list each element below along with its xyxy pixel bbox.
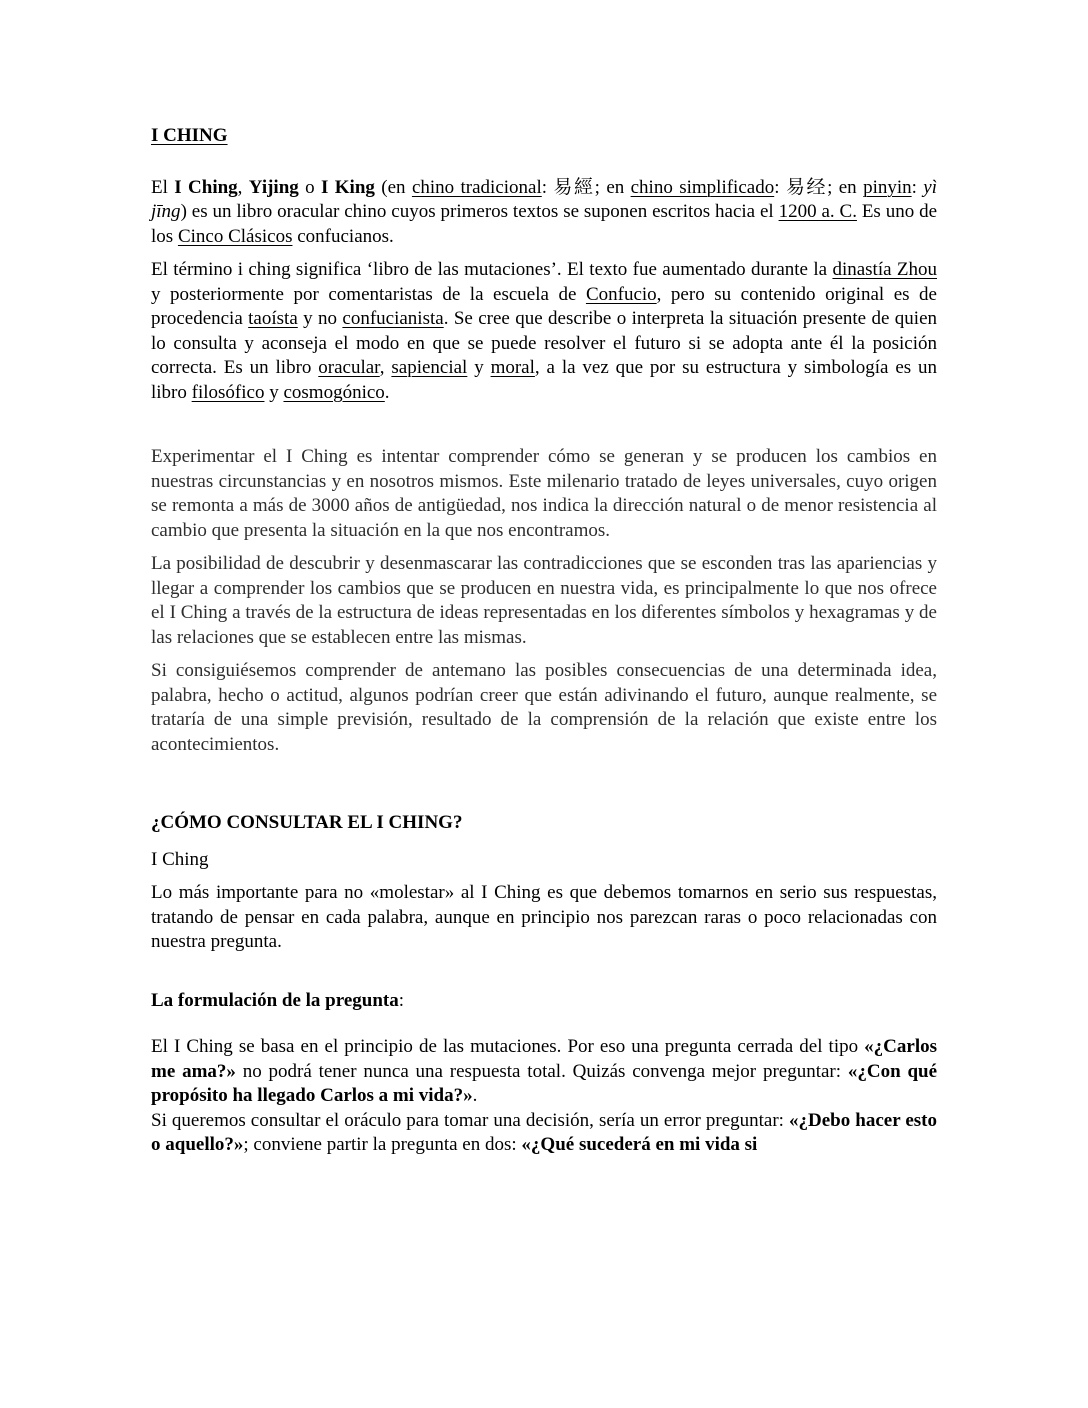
bold-question: «¿Carlos me ama?» bbox=[151, 1036, 937, 1082]
link-1200-ac[interactable]: 1200 a. C. bbox=[778, 201, 857, 222]
text: y posteriormente por comentaristas de la escuela de bbox=[151, 283, 586, 305]
text: : 易經; en bbox=[541, 176, 631, 198]
spacer bbox=[151, 1022, 937, 1035]
paragraph-meaning bbox=[151, 258, 937, 405]
paragraph-experimentar: Experimentar el I Ching es intentar comprender cómo se generan y se producen los cambios en nuestras circunstancias y en nosotros mismos. Este milenario tratado de leyes universales, cuyo origen se remonta a más de 3000 años de antigüedad, nos indica la dirección natural o de menor resistencia al cambio que presenta la situación en la que nos encontramos. bbox=[151, 446, 937, 541]
text: ) es un libro oracular chino cuyos primeros textos se suponen escritos hacia el bbox=[180, 201, 779, 222]
question-heading bbox=[151, 989, 937, 1014]
text: Es uno de los bbox=[151, 201, 938, 247]
bold-question: «¿Debo hacer esto o aquello?» bbox=[151, 1109, 937, 1155]
text: no podrá tener nunca una respuesta total. Quizás convenga mejor preguntar: bbox=[235, 1060, 848, 1082]
page-title: I CHING bbox=[151, 125, 228, 146]
text: y no bbox=[297, 308, 343, 329]
text: ; conviene partir la pregunta en dos: bbox=[243, 1134, 522, 1155]
bold-question: «¿Con qué propósito ha llegado Carlos a mi vida?» bbox=[151, 1060, 938, 1106]
link-dinastia-zhou[interactable]: dinastía Zhou bbox=[832, 259, 938, 280]
text: , pero su contenido original es de procedencia bbox=[151, 283, 937, 329]
subheading: I Ching bbox=[151, 848, 209, 870]
link-filosofico[interactable]: filosófico bbox=[191, 381, 265, 403]
text: o bbox=[298, 176, 322, 198]
link-cosmogonico[interactable]: cosmogónico bbox=[283, 381, 385, 403]
text: El bbox=[151, 176, 175, 198]
link-sapiencial[interactable]: sapiencial bbox=[391, 357, 468, 378]
bold-term: I Ching bbox=[174, 176, 238, 198]
text: . bbox=[384, 381, 390, 403]
italic-term: yì jīng bbox=[151, 176, 937, 222]
text: : 易经; en bbox=[774, 176, 864, 198]
link-pinyin[interactable]: pinyin bbox=[863, 176, 912, 198]
text: El I Ching se basa en el principio de las mutaciones. Por eso una pregunta cerrada del tipo bbox=[151, 1036, 865, 1057]
link-cinco-clasicos[interactable]: Cinco Clásicos bbox=[177, 225, 293, 247]
link-chino-simplificado[interactable]: chino simplificado bbox=[630, 176, 775, 198]
paragraph-intro bbox=[151, 176, 937, 250]
paragraph-posibilidad: La posibilidad de descubrir y desenmascarar las contradicciones que se esconden tras las apariencias y llegar a comprender los cambios que se producen en nuestra vida, es principalmente lo que nos ofrece el I Ching a través de la estructura de ideas representadas en los diferentes símbolos y hexagramas y de las relaciones que se establecen entre las mismas. bbox=[151, 553, 937, 648]
section-heading: ¿CÓMO CONSULTAR EL I CHING? bbox=[151, 812, 463, 833]
text: y bbox=[264, 381, 284, 403]
link-oracular[interactable]: oracular bbox=[318, 357, 380, 378]
bold-question: «¿Qué sucederá en mi vida si bbox=[521, 1134, 758, 1155]
text: El término i ching significa ‘libro de las mutaciones’. El texto fue aumentado durante la bbox=[151, 259, 833, 280]
bold-term: Yijing bbox=[248, 176, 299, 198]
paragraph-molestar: Lo más importante para no «molestar» al I Ching es que debemos tomarnos en serio sus respuestas, tratando de pensar en cada palabra, aunque en principio nos parezcan raras o poco relacionadas con nuestra pregunta. bbox=[151, 882, 937, 952]
question-heading-label: La formulación de la pregunta bbox=[151, 989, 399, 1011]
link-chino-tradicional[interactable]: chino tradicional bbox=[411, 176, 542, 198]
spacer bbox=[151, 964, 937, 989]
text: : bbox=[398, 989, 404, 1011]
text: : bbox=[911, 176, 924, 198]
spacer bbox=[151, 414, 937, 445]
text: , bbox=[379, 357, 392, 378]
text: , bbox=[237, 176, 249, 198]
link-moral[interactable]: moral bbox=[490, 357, 535, 378]
link-confucianista[interactable]: confucianista bbox=[342, 308, 444, 329]
text: . Se cree que describe o interpreta la situación presente de quien lo consulta y aconseja el modo en que se puede resolver el futuro si se adopta ante él la posición correcta. Es un libro bbox=[151, 308, 938, 378]
document-page bbox=[151, 124, 937, 1167]
link-taoista[interactable]: taoísta bbox=[248, 308, 298, 329]
paragraph-mutaciones bbox=[151, 1035, 937, 1109]
link-confucio[interactable]: Confucio bbox=[585, 283, 657, 305]
paragraph-consiguiesemos: Si consiguiésemos comprender de antemano las posibles consecuencias de una determinada idea, palabra, hecho o actitud, algunos podrían creer que están adivinando el futuro, aunque realmente, se trataría de una simple previsión, resultado de la comprensión de la relación que existe entre los acontecimientos. bbox=[151, 660, 937, 755]
text: confucianos. bbox=[292, 225, 394, 247]
text: , a la vez que por su estructura y simbología es un libro bbox=[151, 357, 938, 403]
text: (en bbox=[374, 176, 412, 198]
spacer bbox=[151, 766, 937, 811]
text: . bbox=[472, 1085, 478, 1106]
text: y bbox=[467, 357, 491, 378]
text: Si queremos consultar el oráculo para tomar una decisión, sería un error preguntar: bbox=[151, 1109, 789, 1131]
paragraph-decision bbox=[151, 1109, 937, 1158]
bold-term: I King bbox=[321, 176, 375, 198]
